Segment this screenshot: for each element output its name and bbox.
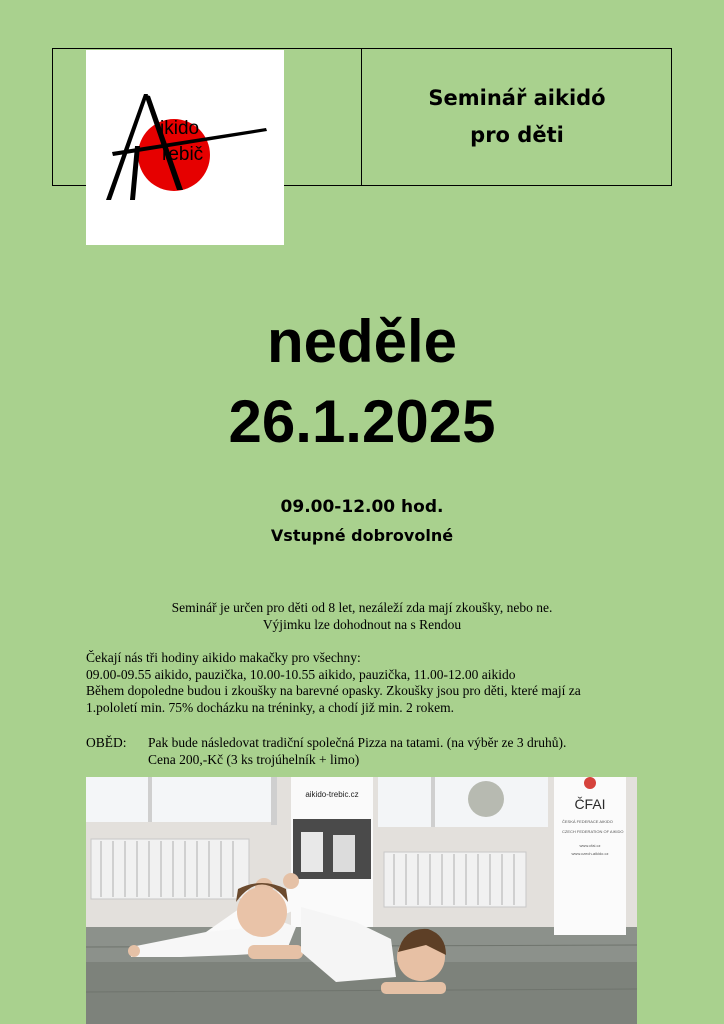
photo-window-left xyxy=(86,777,276,822)
photo-banner-cfai-text: ČFAI xyxy=(574,796,606,812)
intro-line1: Seminář je určen pro děti od 8 let, nezáleží zda mají zkoušky, nebo ne. xyxy=(171,600,553,615)
photo-radiator-left xyxy=(91,839,249,899)
lunch-row xyxy=(86,735,686,752)
lunch-label: OBĚD: xyxy=(86,735,127,750)
logo-text-aikido: ikido xyxy=(160,118,200,139)
logo-text-trebic: řebič xyxy=(162,144,204,165)
lunch-line2: Cena 200,-Kč (3 ks trojúhelník + limo) xyxy=(148,751,360,767)
photo-banner-web2: www.czech-aikido.cz xyxy=(571,851,609,856)
photo-banner-url: aikido-trebic.cz xyxy=(305,790,359,799)
program-line2: 09.00-09.55 aikido, pauzička, 10.00-10.55 aikido, pauzička, 11.00-12.00 aikido xyxy=(86,666,516,682)
photo-banner-small-right: CZECH FEDERATION OF AIKIDO xyxy=(562,829,624,834)
seminar-title-line1: Seminář aikidó xyxy=(428,86,606,110)
logo-brush-t-stem xyxy=(130,146,140,200)
photo-banner-cfai xyxy=(554,777,626,935)
program-line3: Během dopoledne budou i zkoušky na barevné opasky. Zkoušky jsou pro děti, které mají za xyxy=(86,683,581,698)
program-line1: Čekají nás tři hodiny aikido makačky pro všechny: xyxy=(86,650,361,665)
program-line4: 1.pololetí min. 75% docházku na tréninky, a chodí již min. 2 rokem. xyxy=(86,699,455,715)
children-aikido-photo xyxy=(86,777,637,1024)
intro-line2: Výjimku lze dohodnout na s Rendou xyxy=(262,616,462,632)
program-text xyxy=(86,650,646,716)
event-day: neděle xyxy=(266,308,458,375)
photo-banner-small-left: ČESKÁ FEDERACE AIKIDO xyxy=(562,819,613,824)
aikido-trebic-logo xyxy=(86,50,284,245)
seminar-title-line2: pro děti xyxy=(470,123,564,147)
photo-window-right xyxy=(378,777,548,827)
seminar-title xyxy=(362,48,672,186)
lunch-section xyxy=(86,735,686,768)
event-date: 26.1.2025 xyxy=(228,388,496,455)
lunch-line1: Pak bude následovat tradiční společná Pizza na tatami. (na výběr ze 3 druhů). xyxy=(148,735,567,750)
photo-banner-web1: www.cfai.cz xyxy=(579,843,601,848)
event-time: 09.00-12.00 hod. xyxy=(280,497,444,517)
intro-text xyxy=(0,600,724,633)
event-entry-fee: Vstupné dobrovolné xyxy=(270,526,454,545)
